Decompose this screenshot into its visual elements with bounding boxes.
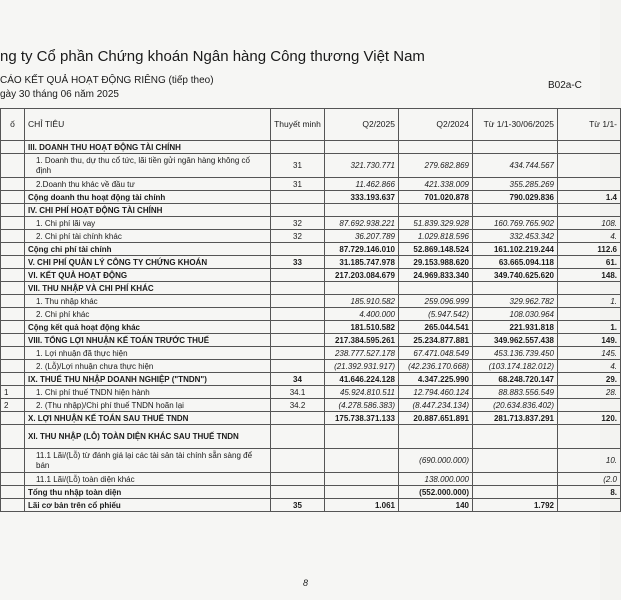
cell-note bbox=[271, 204, 325, 217]
cell-note bbox=[271, 425, 325, 449]
cell-ytd-2024: 4. bbox=[558, 230, 621, 243]
cell-ytd-2025: 1.792 bbox=[473, 499, 558, 512]
cell-name: Tổng thu nhập toàn diện bbox=[25, 486, 271, 499]
cell-ytd-2025: 790.029.836 bbox=[473, 191, 558, 204]
cell-ytd-2024: 61. bbox=[558, 256, 621, 269]
cell-name bbox=[25, 449, 271, 473]
cell-ytd-2025 bbox=[473, 425, 558, 449]
cell-code bbox=[1, 321, 25, 334]
cell-ytd-2024: 145. bbox=[558, 347, 621, 360]
cell-q2-2025: 87.729.146.010 bbox=[325, 243, 399, 256]
cell-ytd-2025: 349.962.557.438 bbox=[473, 334, 558, 347]
table-row bbox=[1, 282, 621, 295]
table-row bbox=[1, 243, 621, 256]
cell-name: V. CHI PHÍ QUẢN LÝ CÔNG TY CHỨNG KHOÁN bbox=[25, 256, 271, 269]
form-code: B02a-C bbox=[548, 80, 582, 91]
cell-q2-2024: 12.794.460.124 bbox=[399, 386, 473, 399]
table-row bbox=[1, 217, 621, 230]
table-row bbox=[1, 154, 621, 178]
cell-note bbox=[271, 269, 325, 282]
header-q2-2024: Q2/2024 bbox=[399, 109, 473, 141]
cell-name: X. LỢI NHUẬN KẾ TOÁN SAU THUẾ TNDN bbox=[25, 412, 271, 425]
page-number: 8 bbox=[303, 578, 309, 588]
cell-code bbox=[1, 178, 25, 191]
cell-q2-2025: 41.646.224.128 bbox=[325, 373, 399, 386]
cell-code bbox=[1, 499, 25, 512]
table-row bbox=[1, 295, 621, 308]
cell-q2-2025: 31.185.747.978 bbox=[325, 256, 399, 269]
cell-ytd-2025 bbox=[473, 282, 558, 295]
cell-ytd-2025: 221.931.818 bbox=[473, 321, 558, 334]
cell-q2-2025: (21.392.931.917) bbox=[325, 360, 399, 373]
cell-note bbox=[271, 473, 325, 486]
indicator-label: 11.1 Lãi/(Lỗ) toàn diện khác bbox=[36, 474, 135, 484]
cell-code bbox=[1, 373, 25, 386]
table-row bbox=[1, 486, 621, 499]
cell-name bbox=[25, 360, 271, 373]
cell-q2-2025: 87.692.938.221 bbox=[325, 217, 399, 230]
cell-ytd-2025: 453.136.739.450 bbox=[473, 347, 558, 360]
table-row bbox=[1, 204, 621, 217]
table-row bbox=[1, 360, 621, 373]
cell-name: Cộng kết quả hoạt động khác bbox=[25, 321, 271, 334]
cell-code: 2 bbox=[1, 399, 25, 412]
cell-code bbox=[1, 347, 25, 360]
cell-code bbox=[1, 412, 25, 425]
cell-q2-2025 bbox=[325, 473, 399, 486]
cell-note bbox=[271, 321, 325, 334]
cell-q2-2024 bbox=[399, 141, 473, 154]
cell-q2-2024: 1.029.818.596 bbox=[399, 230, 473, 243]
cell-ytd-2025: 63.665.094.118 bbox=[473, 256, 558, 269]
cell-note: 34.2 bbox=[271, 399, 325, 412]
cell-note: 31 bbox=[271, 154, 325, 178]
table-row bbox=[1, 269, 621, 282]
cell-note: 32 bbox=[271, 230, 325, 243]
cell-ytd-2025 bbox=[473, 473, 558, 486]
income-statement-table bbox=[0, 108, 621, 512]
cell-name bbox=[25, 178, 271, 191]
cell-ytd-2024: 1. bbox=[558, 295, 621, 308]
cell-note bbox=[271, 243, 325, 256]
cell-note bbox=[271, 295, 325, 308]
cell-q2-2024: 701.020.878 bbox=[399, 191, 473, 204]
cell-q2-2024 bbox=[399, 204, 473, 217]
cell-code bbox=[1, 360, 25, 373]
cell-code bbox=[1, 230, 25, 243]
indicator-label: 1. Chi phí lãi vay bbox=[36, 218, 96, 228]
cell-ytd-2025 bbox=[473, 486, 558, 499]
cell-code bbox=[1, 256, 25, 269]
table-row bbox=[1, 425, 621, 449]
cell-ytd-2025: 281.713.837.291 bbox=[473, 412, 558, 425]
cell-name bbox=[25, 308, 271, 321]
cell-code bbox=[1, 154, 25, 178]
indicator-label: 2.Doanh thu khác về đầu tư bbox=[36, 179, 135, 189]
cell-q2-2025: 45.924.810.511 bbox=[325, 386, 399, 399]
cell-ytd-2024: 8. bbox=[558, 486, 621, 499]
cell-q2-2025: 11.462.866 bbox=[325, 178, 399, 191]
indicator-label: 2. Chi phí tài chính khác bbox=[36, 231, 122, 241]
cell-note: 33 bbox=[271, 256, 325, 269]
cell-ytd-2024: 108. bbox=[558, 217, 621, 230]
cell-ytd-2024: 4. bbox=[558, 360, 621, 373]
cell-name: VI. KẾT QUẢ HOẠT ĐỘNG bbox=[25, 269, 271, 282]
cell-name: Cộng chi phí tài chính bbox=[25, 243, 271, 256]
cell-q2-2024: (42.236.170.668) bbox=[399, 360, 473, 373]
cell-note: 34 bbox=[271, 373, 325, 386]
cell-name: Lãi cơ bản trên cổ phiếu bbox=[25, 499, 271, 512]
table-row bbox=[1, 334, 621, 347]
table-row bbox=[1, 141, 621, 154]
cell-q2-2025: 217.203.084.679 bbox=[325, 269, 399, 282]
cell-name: IX. THUẾ THU NHẬP DOANH NGHIỆP ("TNDN") bbox=[25, 373, 271, 386]
cell-q2-2024: (5.947.542) bbox=[399, 308, 473, 321]
cell-code bbox=[1, 217, 25, 230]
indicator-label: 2. (Thu nhập)/Chi phí thuế TNDN hoãn lại bbox=[36, 400, 184, 410]
cell-q2-2024: 279.682.869 bbox=[399, 154, 473, 178]
cell-name: VIII. TỔNG LỢI NHUẬN KẾ TOÁN TRƯỚC THUẾ bbox=[25, 334, 271, 347]
table-row bbox=[1, 386, 621, 399]
cell-q2-2025: 1.061 bbox=[325, 499, 399, 512]
cell-name bbox=[25, 347, 271, 360]
cell-ytd-2024: 149. bbox=[558, 334, 621, 347]
report-date: gày 30 tháng 06 năm 2025 bbox=[0, 89, 119, 100]
cell-ytd-2024: 1. bbox=[558, 321, 621, 334]
cell-q2-2025: 238.777.527.178 bbox=[325, 347, 399, 360]
indicator-label: 2. Chi phí khác bbox=[36, 309, 90, 319]
indicator-label: 1. Lợi nhuận đã thực hiện bbox=[36, 348, 128, 358]
table-row bbox=[1, 256, 621, 269]
header-indicator: CHỈ TIÊU bbox=[25, 109, 271, 141]
cell-q2-2024: 52.869.148.524 bbox=[399, 243, 473, 256]
cell-ytd-2024 bbox=[558, 499, 621, 512]
cell-name bbox=[25, 473, 271, 486]
cell-q2-2024: 67.471.048.549 bbox=[399, 347, 473, 360]
cell-note: 31 bbox=[271, 178, 325, 191]
table-row bbox=[1, 499, 621, 512]
cell-name: Cộng doanh thu hoạt động tài chính bbox=[25, 191, 271, 204]
cell-note bbox=[271, 486, 325, 499]
cell-q2-2024: 265.044.541 bbox=[399, 321, 473, 334]
cell-code: 1 bbox=[1, 386, 25, 399]
indicator-label: 11.1 Lãi/(Lỗ) từ đánh giá lại các tài sản tài chính sẵn sàng để bán bbox=[36, 450, 253, 470]
cell-q2-2024: 20.887.651.891 bbox=[399, 412, 473, 425]
cell-ytd-2025: 161.102.219.244 bbox=[473, 243, 558, 256]
cell-name bbox=[25, 399, 271, 412]
cell-q2-2025: 4.400.000 bbox=[325, 308, 399, 321]
cell-code bbox=[1, 308, 25, 321]
cell-note bbox=[271, 141, 325, 154]
cell-name bbox=[25, 386, 271, 399]
cell-q2-2024: 259.096.999 bbox=[399, 295, 473, 308]
cell-ytd-2025: 108.030.964 bbox=[473, 308, 558, 321]
cell-q2-2024: (690.000.000) bbox=[399, 449, 473, 473]
cell-q2-2024: 421.338.009 bbox=[399, 178, 473, 191]
table-row bbox=[1, 321, 621, 334]
cell-name bbox=[25, 230, 271, 243]
cell-q2-2025: 36.207.789 bbox=[325, 230, 399, 243]
indicator-label: 1. Thu nhập khác bbox=[36, 296, 98, 306]
cell-ytd-2024: 148. bbox=[558, 269, 621, 282]
cell-q2-2025: 185.910.582 bbox=[325, 295, 399, 308]
cell-ytd-2025: 355.285.269 bbox=[473, 178, 558, 191]
cell-name: VII. THU NHẬP VÀ CHI PHÍ KHÁC bbox=[25, 282, 271, 295]
cell-q2-2025 bbox=[325, 141, 399, 154]
table-header-row bbox=[1, 109, 621, 141]
cell-q2-2024: 51.839.329.928 bbox=[399, 217, 473, 230]
header-q2-2025: Q2/2025 bbox=[325, 109, 399, 141]
header-ytd-2025: Từ 1/1-30/06/2025 bbox=[473, 109, 558, 141]
cell-ytd-2024: 120. bbox=[558, 412, 621, 425]
cell-ytd-2024: 10. bbox=[558, 449, 621, 473]
table-row bbox=[1, 473, 621, 486]
cell-q2-2025: 181.510.582 bbox=[325, 321, 399, 334]
cell-code bbox=[1, 334, 25, 347]
cell-ytd-2024: 112.6 bbox=[558, 243, 621, 256]
cell-ytd-2025: (103.174.182.012) bbox=[473, 360, 558, 373]
cell-code bbox=[1, 243, 25, 256]
cell-ytd-2025: 68.248.720.147 bbox=[473, 373, 558, 386]
cell-ytd-2024 bbox=[558, 308, 621, 321]
company-name: ng ty Cổ phần Chứng khoán Ngân hàng Công thương Việt Nam bbox=[0, 48, 425, 65]
cell-note bbox=[271, 412, 325, 425]
cell-ytd-2025: 88.883.556.549 bbox=[473, 386, 558, 399]
cell-ytd-2024 bbox=[558, 154, 621, 178]
cell-code bbox=[1, 473, 25, 486]
table-row bbox=[1, 449, 621, 473]
cell-ytd-2024 bbox=[558, 178, 621, 191]
table-row bbox=[1, 191, 621, 204]
cell-ytd-2024 bbox=[558, 399, 621, 412]
cell-ytd-2024 bbox=[558, 425, 621, 449]
cell-q2-2025 bbox=[325, 425, 399, 449]
cell-q2-2025: 175.738.371.133 bbox=[325, 412, 399, 425]
cell-name: IV. CHI PHÍ HOẠT ĐỘNG TÀI CHÍNH bbox=[25, 204, 271, 217]
cell-code bbox=[1, 204, 25, 217]
cell-name bbox=[25, 154, 271, 178]
cell-q2-2025 bbox=[325, 282, 399, 295]
cell-note bbox=[271, 360, 325, 373]
header-note: Thuyết minh bbox=[271, 109, 325, 141]
cell-code bbox=[1, 269, 25, 282]
table-row bbox=[1, 373, 621, 386]
table-row bbox=[1, 230, 621, 243]
cell-q2-2025 bbox=[325, 449, 399, 473]
cell-ytd-2025: (20.634.836.402) bbox=[473, 399, 558, 412]
cell-ytd-2025: 329.962.782 bbox=[473, 295, 558, 308]
cell-note: 35 bbox=[271, 499, 325, 512]
cell-note: 32 bbox=[271, 217, 325, 230]
cell-q2-2024: (8.447.234.134) bbox=[399, 399, 473, 412]
cell-note bbox=[271, 334, 325, 347]
cell-note bbox=[271, 308, 325, 321]
cell-q2-2024: 4.347.225.990 bbox=[399, 373, 473, 386]
table-row bbox=[1, 412, 621, 425]
cell-ytd-2025 bbox=[473, 204, 558, 217]
table-row bbox=[1, 178, 621, 191]
table-row bbox=[1, 399, 621, 412]
cell-code bbox=[1, 449, 25, 473]
cell-q2-2024: 29.153.988.620 bbox=[399, 256, 473, 269]
cell-ytd-2025: 160.769.765.902 bbox=[473, 217, 558, 230]
cell-code bbox=[1, 425, 25, 449]
cell-ytd-2025: 332.453.342 bbox=[473, 230, 558, 243]
cell-q2-2025 bbox=[325, 204, 399, 217]
cell-q2-2025: 333.193.637 bbox=[325, 191, 399, 204]
cell-code bbox=[1, 295, 25, 308]
cell-q2-2025: 321.730.771 bbox=[325, 154, 399, 178]
cell-ytd-2024 bbox=[558, 282, 621, 295]
cell-q2-2024: 140 bbox=[399, 499, 473, 512]
cell-q2-2024 bbox=[399, 282, 473, 295]
cell-q2-2025: 217.384.595.261 bbox=[325, 334, 399, 347]
cell-note bbox=[271, 282, 325, 295]
table-row bbox=[1, 347, 621, 360]
indicator-label: 1. Chi phí thuế TNDN hiện hành bbox=[36, 387, 150, 397]
cell-note: 34.1 bbox=[271, 386, 325, 399]
cell-name bbox=[25, 295, 271, 308]
cell-ytd-2024: 29. bbox=[558, 373, 621, 386]
cell-ytd-2025: 349.740.625.620 bbox=[473, 269, 558, 282]
cell-code bbox=[1, 141, 25, 154]
cell-ytd-2024: 1.4 bbox=[558, 191, 621, 204]
report-title: CÁO KẾT QUẢ HOẠT ĐỘNG RIÊNG (tiếp theo) bbox=[0, 75, 214, 86]
cell-name: III. DOANH THU HOẠT ĐỘNG TÀI CHÍNH bbox=[25, 141, 271, 154]
cell-ytd-2024 bbox=[558, 204, 621, 217]
header-code: ố bbox=[1, 109, 25, 141]
cell-q2-2025 bbox=[325, 486, 399, 499]
cell-q2-2024: 138.000.000 bbox=[399, 473, 473, 486]
cell-ytd-2024: 28. bbox=[558, 386, 621, 399]
table-row bbox=[1, 308, 621, 321]
cell-note bbox=[271, 191, 325, 204]
cell-name bbox=[25, 217, 271, 230]
header-ytd-2024: Từ 1/1- bbox=[558, 109, 621, 141]
cell-q2-2025: (4.278.586.383) bbox=[325, 399, 399, 412]
cell-ytd-2025: 434.744.567 bbox=[473, 154, 558, 178]
indicator-label: 2. (Lỗ)/Lợi nhuận chưa thực hiện bbox=[36, 361, 154, 371]
cell-ytd-2025 bbox=[473, 141, 558, 154]
cell-code bbox=[1, 282, 25, 295]
cell-q2-2024: 24.969.833.340 bbox=[399, 269, 473, 282]
cell-q2-2024: 25.234.877.881 bbox=[399, 334, 473, 347]
cell-ytd-2024: (2.0 bbox=[558, 473, 621, 486]
cell-q2-2024: (552.000.000) bbox=[399, 486, 473, 499]
cell-note bbox=[271, 347, 325, 360]
cell-code bbox=[1, 191, 25, 204]
cell-note bbox=[271, 449, 325, 473]
cell-name: XI. THU NHẬP (LỖ) TOÀN DIỆN KHÁC SAU THUẾ TNDN bbox=[25, 425, 271, 449]
cell-ytd-2025 bbox=[473, 449, 558, 473]
cell-ytd-2024 bbox=[558, 141, 621, 154]
indicator-label: 1. Doanh thu, dự thu cổ tức, lãi tiền gửi ngân hàng không cố định bbox=[36, 155, 250, 175]
cell-q2-2024 bbox=[399, 425, 473, 449]
cell-code bbox=[1, 486, 25, 499]
